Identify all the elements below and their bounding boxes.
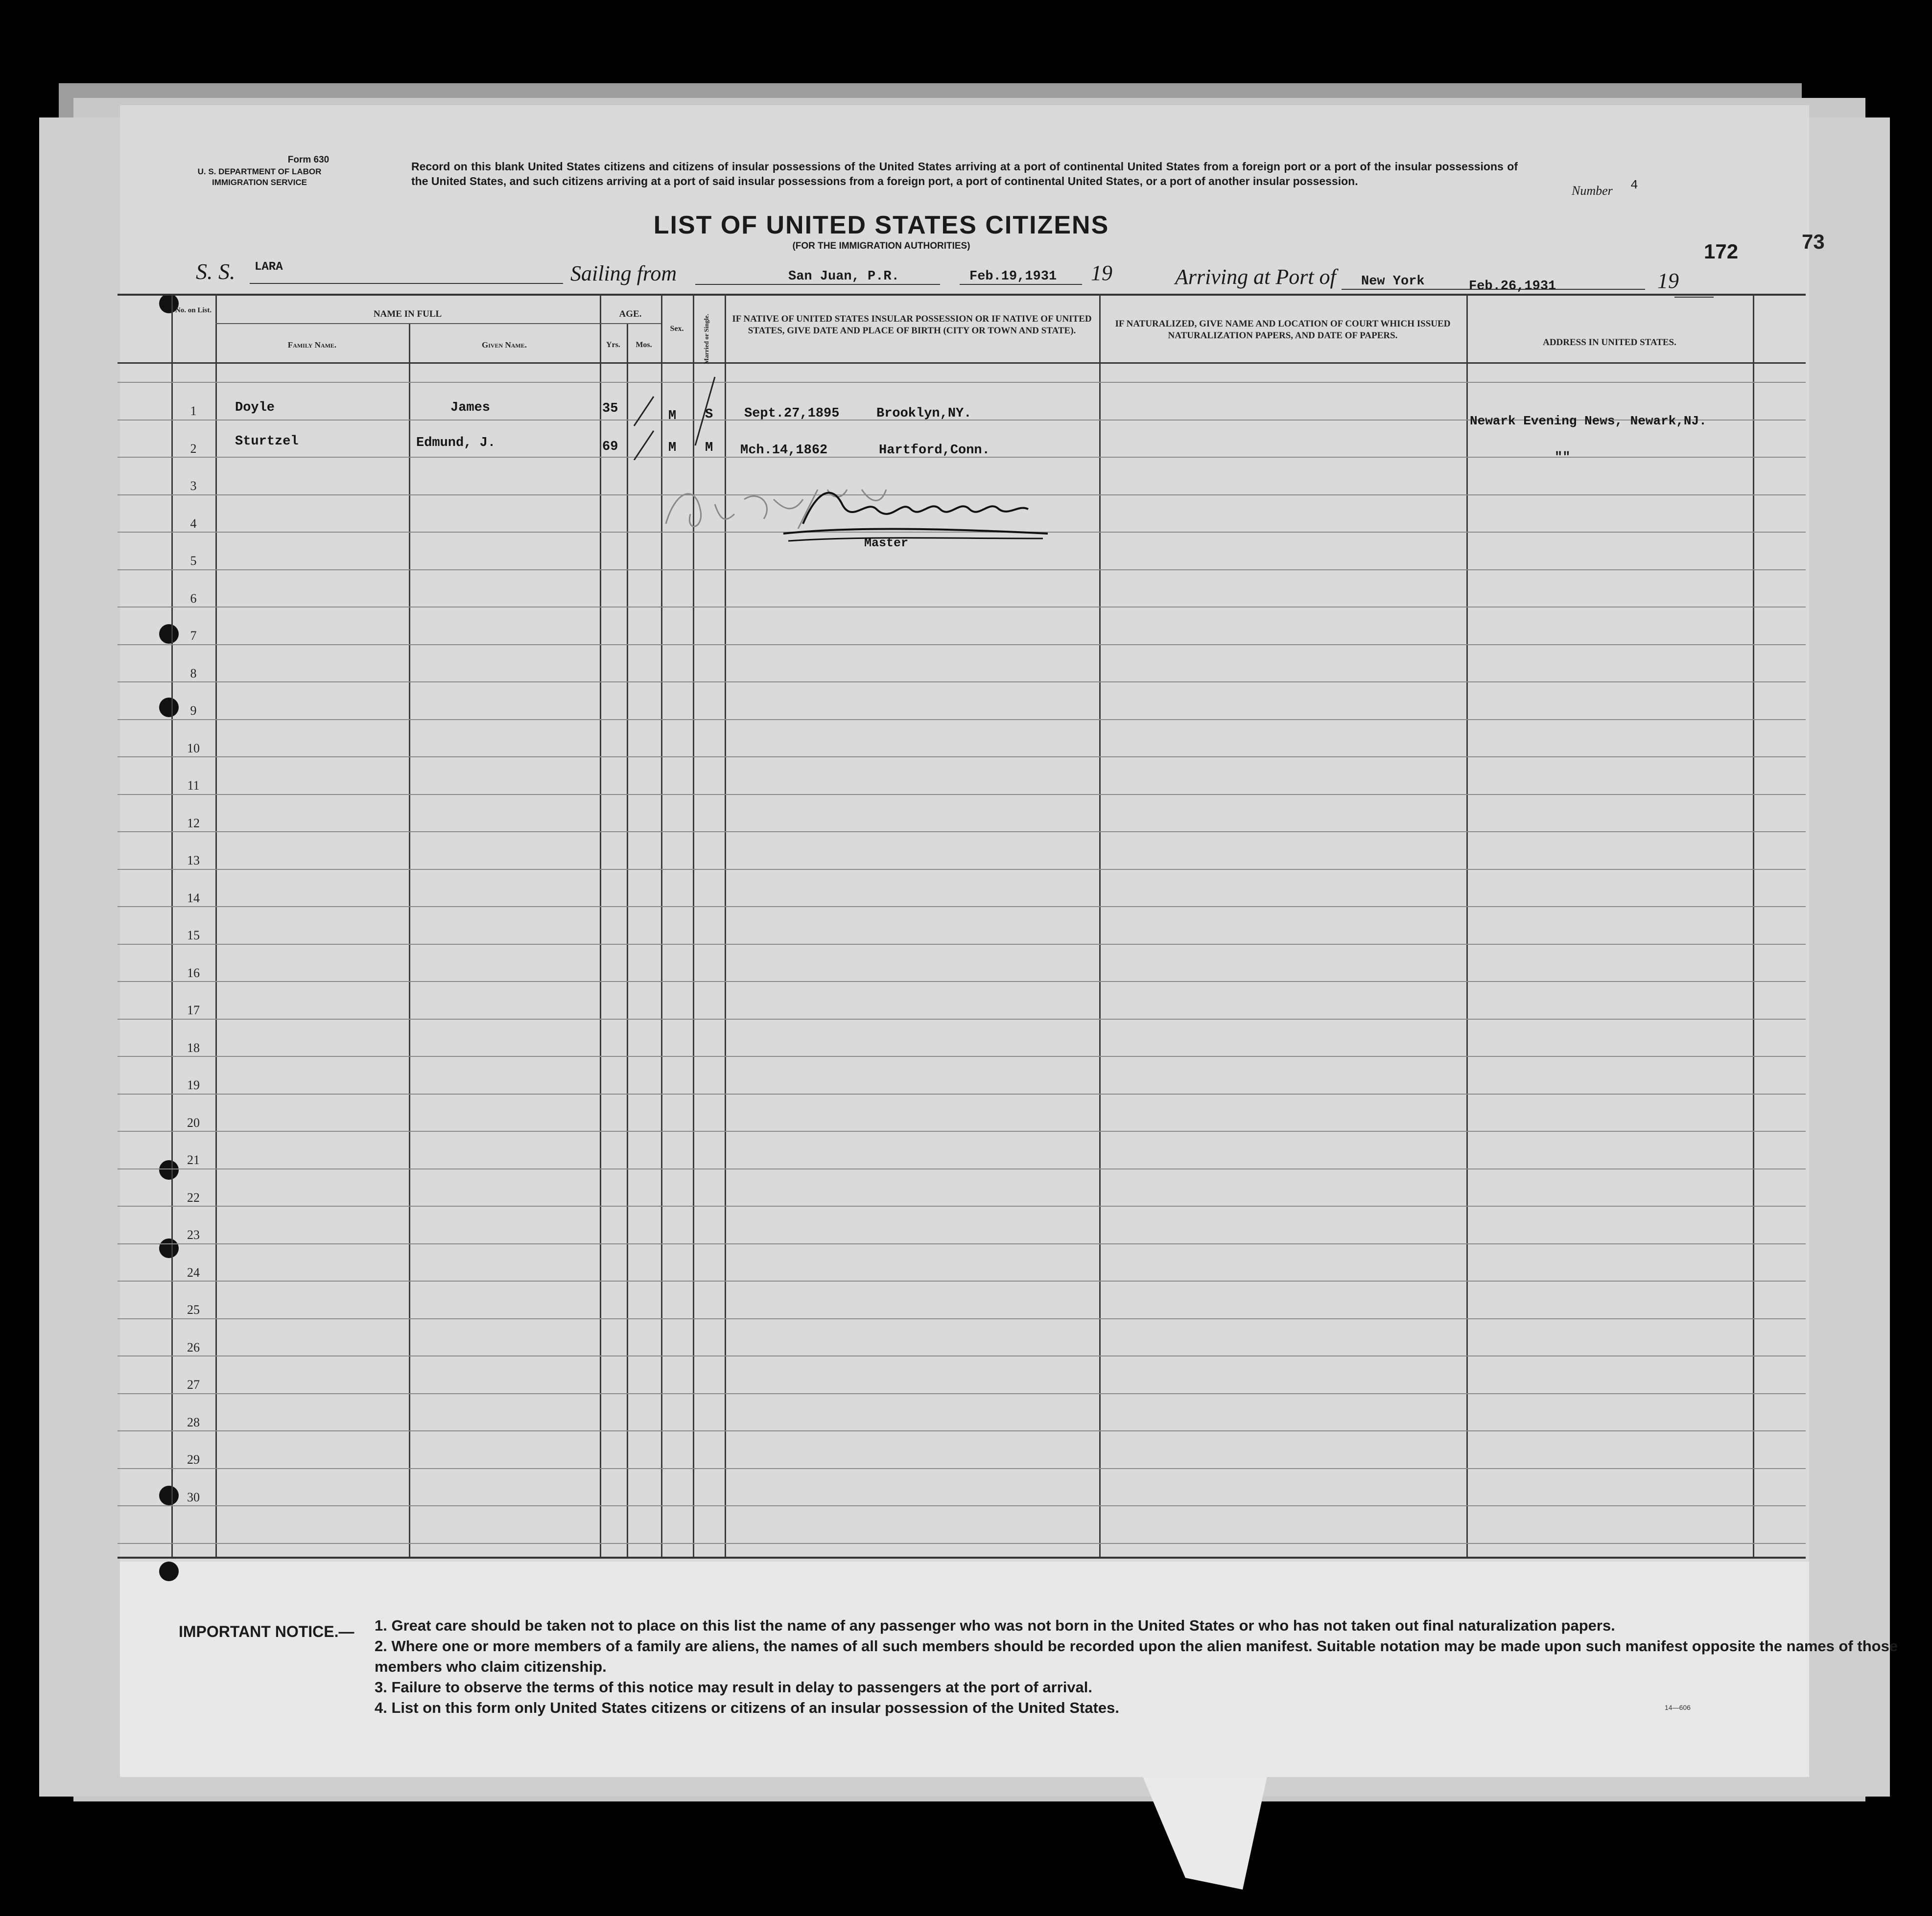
adjacent-page-number: 73 — [1802, 230, 1825, 253]
entry-1-marital: S — [705, 407, 713, 422]
col-divider — [600, 294, 601, 1557]
header-naturalized: IF NATURALIZED, GIVE NAME AND LOCATION OF COURT WHICH ISSUED NATURALIZATION PAPERS, AND DATE OF PAPERS. — [1115, 319, 1451, 341]
row-rule — [118, 644, 1806, 645]
row-rule — [118, 944, 1806, 945]
service-label: IMMIGRATION SERVICE — [212, 178, 307, 187]
row-rule — [118, 1468, 1806, 1469]
header-sex: Sex. — [670, 325, 684, 333]
entry-2-marital: M — [705, 441, 713, 455]
row-number: 13 — [187, 853, 200, 867]
row-rule — [118, 1019, 1806, 1020]
header-yrs: Yrs. — [606, 341, 620, 349]
row-rule — [118, 1094, 1806, 1095]
row-number: 25 — [187, 1303, 200, 1317]
row-number: 19 — [187, 1078, 200, 1092]
table-bottom-border — [118, 1557, 1806, 1559]
row-rule — [118, 569, 1806, 570]
row-rule — [118, 1243, 1806, 1244]
row-rule — [118, 1206, 1806, 1207]
row-rule — [118, 1543, 1806, 1544]
row-number: 16 — [187, 965, 200, 980]
notice-heading: IMPORTANT NOTICE.— — [179, 1623, 354, 1640]
row-rule — [118, 1281, 1806, 1282]
row-number: 23 — [187, 1228, 200, 1242]
name-header-divider — [215, 323, 600, 324]
notice-list — [375, 1615, 1932, 1718]
binder-hole — [159, 624, 179, 644]
arriving-label: Arriving at Port of — [1175, 265, 1336, 289]
form-instructions: Record on this blank United States citizens and citizens of insular possessions of the United States arriving at a port of continental United States from a foreign port or a port of the insular possessions of the United States, and such citizens arriving at a port of said insular possessions from a foreign port, a port of continental United States, or a port of another insular possession. — [411, 160, 1518, 187]
entry-1-family-name: Doyle — [235, 400, 275, 415]
row-number: 30 — [187, 1490, 200, 1504]
row-rule — [118, 1393, 1806, 1394]
entry-1-sex: M — [668, 409, 677, 423]
row-rule — [118, 1131, 1806, 1132]
paper-tab — [1141, 1772, 1268, 1890]
col-divider — [171, 294, 173, 1557]
row-number: 9 — [190, 703, 197, 718]
row-number: 20 — [187, 1115, 200, 1130]
ship-name: LARA — [255, 260, 283, 274]
row-number: 14 — [187, 890, 200, 905]
binder-hole — [159, 1486, 179, 1505]
row-number: 17 — [187, 1003, 200, 1017]
row-number: 21 — [187, 1153, 200, 1167]
binder-hole — [159, 698, 179, 717]
col-divider — [215, 294, 217, 1557]
row-rule — [118, 1505, 1806, 1506]
col-divider — [1099, 294, 1101, 1557]
entry-1-address: Newark Evening News, Newark,NJ. — [1470, 414, 1707, 428]
binder-hole — [159, 1160, 179, 1180]
row-number: 7 — [190, 629, 197, 643]
row-number: 6 — [190, 591, 197, 606]
department-label: U. S. DEPARTMENT OF LABOR — [197, 167, 322, 176]
header-age: AGE. — [619, 309, 642, 319]
sailing-from-line — [695, 284, 940, 285]
ship-name-line — [250, 283, 563, 284]
row-rule — [118, 719, 1806, 720]
form-code: 14—606 — [1665, 1704, 1691, 1711]
sailing-date-line — [960, 284, 1082, 285]
ss-label: S. S. — [196, 259, 236, 284]
entry-1-birth-place: Brooklyn,NY. — [876, 406, 972, 421]
row-rule — [118, 981, 1806, 982]
entry-2-birth-place: Hartford,Conn. — [879, 443, 990, 458]
mos-slash-marks — [627, 392, 661, 460]
row-number: 12 — [187, 816, 200, 830]
header-married-single: Married or Single. — [703, 314, 710, 364]
header-bottom-border — [118, 362, 1806, 364]
row-number: 22 — [187, 1190, 200, 1205]
header-no-on-list: No. on List. — [175, 306, 212, 314]
row-number: 4 — [190, 516, 197, 531]
row-number: 3 — [190, 479, 197, 493]
master-signature — [656, 470, 1058, 563]
entry-2-family-name: Sturtzel — [235, 434, 299, 449]
row-number: 10 — [187, 741, 200, 755]
row-rule — [118, 1318, 1806, 1319]
entry-2-age-years: 69 — [602, 440, 618, 454]
row-rule — [118, 607, 1806, 608]
row-rule — [118, 831, 1806, 832]
notice-item: 3. Failure to observe the terms of this notice may result in delay to passengers at the port of arrival. — [375, 1679, 1093, 1696]
entry-1-age-years: 35 — [602, 401, 618, 416]
form-number: Form 630 — [287, 155, 330, 165]
notice-item: 2. Where one or more members of a family are aliens, the names of all such members should be recorded upon the alien manifest. Suitable notation may be made upon such manifest opposite the names of those members who claim citizenship. — [375, 1637, 1898, 1675]
header-name-in-full: NAME IN FULL — [373, 309, 442, 319]
entry-2-sex: M — [668, 441, 677, 455]
row-rule — [118, 756, 1806, 757]
notice-item: 1. Great care should be taken not to place on this list the name of any passenger who was not born in the United States or who has not taken out final naturalization papers. — [375, 1617, 1615, 1634]
entry-2-birth-date: Mch.14,1862 — [740, 443, 828, 458]
master-label: Master — [864, 536, 909, 550]
entry-2-given-name: Edmund, J. — [416, 436, 496, 450]
header-family-name: Family Name. — [287, 340, 337, 350]
sailing-from-label: Sailing from — [570, 261, 677, 285]
sailing-date: Feb.19,1931 — [969, 269, 1057, 284]
row-rule — [118, 382, 1806, 383]
number-value: 4 — [1630, 178, 1638, 192]
col-divider — [409, 323, 410, 1557]
header-address: ADDRESS IN UNITED STATES. — [1543, 337, 1676, 348]
row-rule — [118, 1056, 1806, 1057]
arriving-date: Feb.26,1931 — [1469, 279, 1556, 294]
marital-slash-marks — [685, 372, 725, 450]
number-label: Number — [1572, 184, 1613, 198]
entry-2-address-ditto: "" — [1555, 450, 1571, 465]
col-divider — [1466, 294, 1468, 1557]
row-number: 8 — [190, 666, 197, 680]
row-number: 29 — [187, 1452, 200, 1467]
header-given-name: Given Name. — [481, 340, 527, 350]
sailing-from-value: San Juan, P.R. — [788, 269, 899, 284]
header-mos: Mos. — [636, 341, 652, 349]
row-number: 1 — [190, 404, 197, 418]
row-number: 5 — [190, 554, 197, 568]
row-number: 11 — [187, 778, 200, 793]
notice-item: 4. List on this form only United States citizens or citizens of an insular possession of the United States. — [375, 1699, 1119, 1716]
row-rule — [118, 1355, 1806, 1356]
row-rule — [118, 1168, 1806, 1169]
table-top-border — [118, 294, 1806, 296]
row-rule — [118, 794, 1806, 795]
row-number: 26 — [187, 1340, 200, 1355]
col-divider — [627, 323, 628, 1557]
entry-1-birth-date: Sept.27,1895 — [744, 406, 840, 421]
page-number: 172 — [1704, 240, 1739, 263]
page-subtitle: (FOR THE IMMIGRATION AUTHORITIES) — [792, 241, 970, 251]
row-rule — [118, 681, 1806, 682]
row-rule — [118, 906, 1806, 907]
col-divider — [1753, 294, 1754, 1557]
year-prefix-1: 19 — [1091, 261, 1112, 285]
year-prefix-2: 19 — [1657, 269, 1679, 293]
document-sheet — [120, 105, 1809, 1775]
arriving-port: New York — [1361, 274, 1425, 289]
row-rule — [118, 1430, 1806, 1431]
row-number: 18 — [187, 1040, 200, 1055]
row-number: 28 — [187, 1415, 200, 1429]
binder-hole — [159, 1238, 179, 1258]
row-number: 15 — [187, 928, 200, 942]
header-birth: IF NATIVE OF UNITED STATES INSULAR POSSESSION OR IF NATIVE OF UNITED STATES, GIVE DATE AND PLACE OF BIRTH (CITY OR TOWN AND STATE). — [732, 314, 1092, 336]
row-number: 2 — [190, 441, 197, 456]
row-rule — [118, 869, 1806, 870]
entry-1-given-name: James — [450, 400, 491, 415]
row-number: 27 — [187, 1378, 200, 1392]
department-name — [162, 166, 357, 188]
binder-hole — [159, 1562, 179, 1581]
age-header-divider — [600, 323, 661, 324]
row-number: 24 — [187, 1265, 200, 1280]
page-title: LIST OF UNITED STATES CITIZENS — [653, 211, 1109, 239]
year-line — [1674, 297, 1714, 298]
